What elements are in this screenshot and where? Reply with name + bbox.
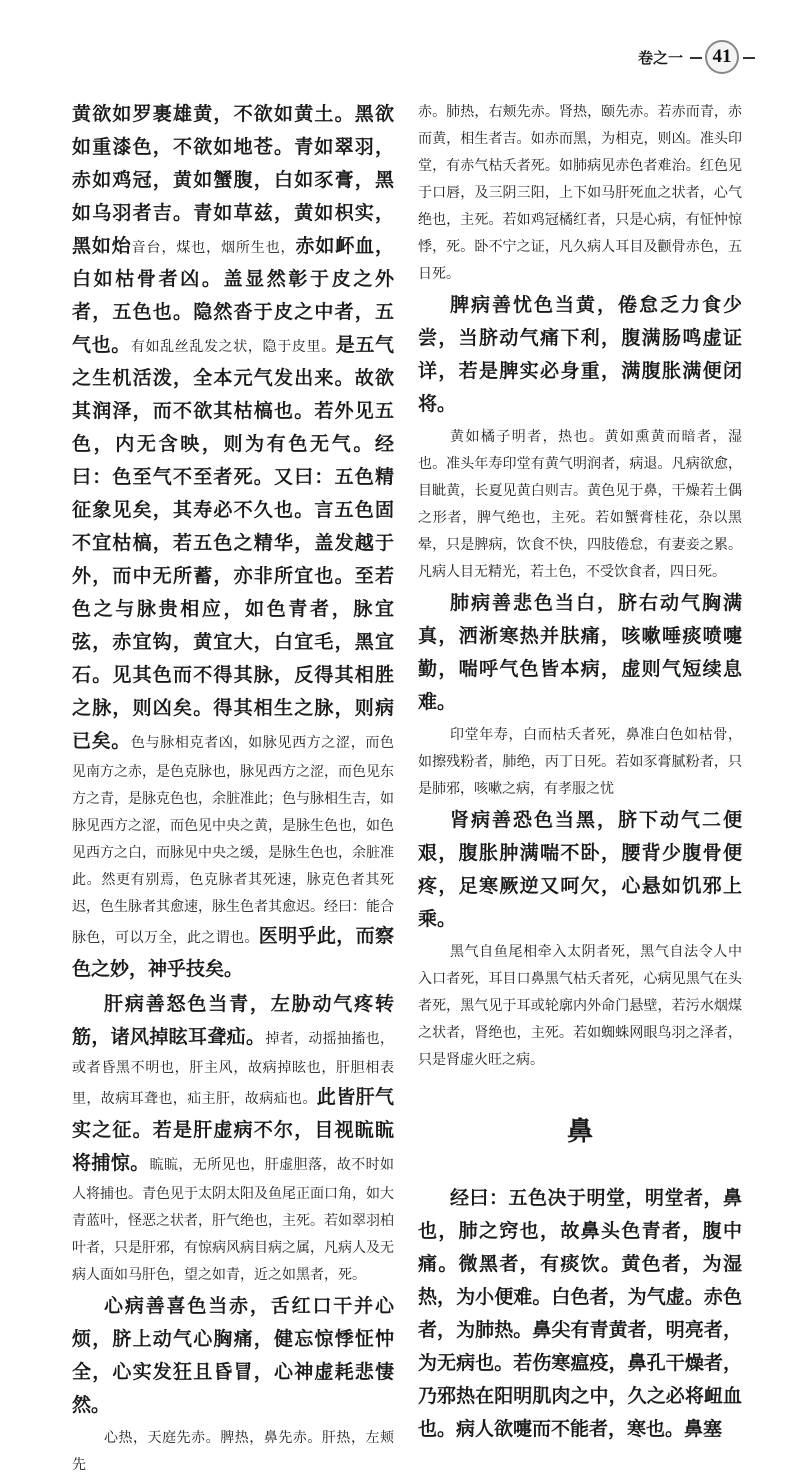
commentary-text: 黑气自鱼尾相牵入太阴者死，黑气自法令人中入口者死，耳目口鼻黑气枯夭者死，心病见黑气在头者死，黑气见于耳或轮廓内外命门悬壁，若污水烟煤之状者，肾绝也，主死。若如蜘蛛网眼鸟羽之泽者，只是肾虚火旺之病。 (418, 943, 742, 1067)
commentary-text: 音台，煤也，烟所生也， (131, 239, 296, 255)
verse-text: 经曰：五色决于明堂，明堂者，鼻也，肺之窍也，故鼻头色青者，腹中痛。微黑者，有痰饮。黄色者，为湿热，为小便难。白色者，为气虚。赤色者，为肺热。鼻尖有青黄者，明亮者，为无病也。若伤寒瘟疫，鼻孔干燥者，乃邪热在阳明肌肉之中，久之必将衄血也。病人欲嚏而不能者，寒也。鼻塞 (418, 1188, 742, 1440)
paragraph (418, 938, 742, 1073)
paragraph (72, 98, 394, 986)
paragraph (72, 1290, 394, 1422)
right-column (418, 98, 742, 1448)
paragraph (418, 804, 742, 936)
commentary-text: 䀮䀮，无所见也，肝虚胆落，故不时如人将捕也。青色见于太阴太阳及鱼尾正面口角，如大青蓝叶，怪恶之状者，肝气绝也，主死。若如翠羽柏叶者，只是肝邪，有惊病风病目病之属，凡病人及无病人面如马肝色，望之如青，近之如黑者，死。 (72, 1156, 394, 1282)
paragraph (418, 587, 742, 719)
verse-text: 肝病善怒色当青，左胁动气疼转筋，诸风掉眩耳聋疝。 (72, 994, 394, 1048)
page-number-seal-icon (705, 40, 739, 74)
verse-text: 医明乎此，而察色之妙，神乎技矣。 (72, 926, 394, 980)
commentary-text: 色与脉相克者凶，如脉见西方之涩，而色见南方之赤，是色克脉也，脉见西方之涩，而色见东方之青，是脉克色也，余脏准此；色与脉相生吉，如脉见西方之涩，而色见中央之黄，是脉生色也，如色见西方之白，而脉见中央之缓，是脉生色也，余脏准此。然更有别焉，色克脉者其死速，脉克色者其死迟，色生脉者其愈速，脉生色者其愈迟。经曰：能合脉色，可以万全，此之谓也。 (72, 734, 394, 945)
right-column-body (418, 98, 742, 1073)
paragraph (418, 721, 742, 802)
section-heading: 鼻 (566, 1117, 593, 1146)
verse-text: 肺病善悲色当白，脐右动气胸满真，洒淅寒热并肤痛，咳嗽唾痰喷嚏勤，喘呼气色皆本病，虚则气短续息难。 (418, 593, 742, 713)
paragraph (72, 1424, 394, 1478)
paragraph (418, 423, 742, 585)
paragraph (418, 1182, 742, 1446)
divider (690, 57, 702, 59)
running-header (600, 40, 770, 76)
commentary-text: 有如乱丝乱发之状，隐于皮里。 (130, 338, 336, 354)
verse-text: 心病善喜色当赤，舌红口干并心烦，脐上动气心胸痛，健忘惊悸怔忡全，心实发狂且昏冒，心神虚耗悲悽然。 (72, 1296, 394, 1416)
paragraph (418, 289, 742, 421)
commentary-text: 赤。肺热，右颊先赤。肾热，颐先赤。若赤而青，赤而黄，相生者吉。如赤而黑，为相克，则凶。准头印堂，有赤气枯夭者死。如肺病见赤色者难治。红色见于口唇，及三阴三阳，上下如马肝死血之状者，心气绝也，主死。若如鸡冠橘红者，只是心病，有怔忡惊悸，死。卧不宁之证，凡久病人耳目及颧骨赤色，五日死。 (418, 103, 742, 281)
commentary-text: 印堂年寿，白而枯夭者死，鼻准白色如枯骨，如擦残粉者，肺绝，丙丁日死。若如豕膏腻粉者，只是肺邪，咳嗽之病，有孝服之忧 (418, 726, 742, 796)
commentary-text: 黄如橘子明者，热也。黄如熏黄而暗者，湿也。准头年寿印堂有黄气明润者，病退。凡病欲愈，目眦黄，长夏见黄白则吉。黄色见于鼻，干燥若土偶之形者，脾气绝也，主死。若如蟹膏桂花，杂以黑晕，只是脾病，饮食不快，四肢倦怠，有妻妾之累。凡病人目无精光，若土色，不受饮食者，四日死。 (418, 428, 742, 579)
section-body (418, 1182, 742, 1446)
left-column (72, 98, 394, 1480)
verse-text: 是五气之生机活泼，全本元气发出来。故欲其润泽，而不欲其枯槁也。若外见五色，内无含映，则为有色无气。经曰：色至气不至者死。又曰：五色精征象见矣，其寿必不久也。言五色固不宜枯槁，若五色之精华，盖发越于外，而中无所蓄，亦非所宜也。至若色之与脉贵相应，如色青者，脉宜弦，赤宜钩，黄宜大，白宜毛，黑宜石。见其色而不得其脉，反得其相胜之脉，则凶矣。得其相生之脉，则病已矣。 (72, 335, 394, 752)
verse-text: 此皆肝气实之征。若是肝虚病不尔，目视䀮䀮将捕惊。 (72, 1087, 394, 1174)
verse-text: 肾病善恐色当黑，脐下动气二便艰，腹胀肿满喘不卧，腰背少腹骨便疼，足寒厥逆又呵欠，心悬如饥邪上乘。 (418, 810, 742, 930)
paragraph (72, 988, 394, 1288)
volume-label: 卷之一 (638, 50, 684, 67)
verse-text: 黄欲如罗裹雄黄，不欲如黄土。黑欲如重漆色，不欲如地苍。青如翠羽，赤如鸡冠，黄如蟹腹，白如豕膏，黑如乌羽者吉。青如草兹，黄如枳实，黑如炲 (72, 104, 394, 257)
commentary-text: 心热，天庭先赤。脾热，鼻先赤。肝热，左颊先 (72, 1429, 394, 1472)
commentary-text: 掉者，动摇抽搐也，或者昏黑不明也，肝主风，故病掉眩也，肝胆相表里，故病耳聋也，疝主肝，故病疝也。 (72, 1030, 394, 1106)
verse-text: 脾病善忧色当黄，倦怠乏力食少尝，当脐动气痛下利，腹满肠鸣虚证详，若是脾实必身重，满腹胀满便闭将。 (418, 295, 742, 415)
verse-text: 赤如衃血，白如枯骨者凶。盖显然彰于皮之外者，五色也。隐然沓于皮之中者，五气也。 (72, 236, 394, 356)
paragraph (418, 98, 742, 287)
page-number: 41 (712, 46, 732, 67)
divider (743, 57, 755, 59)
